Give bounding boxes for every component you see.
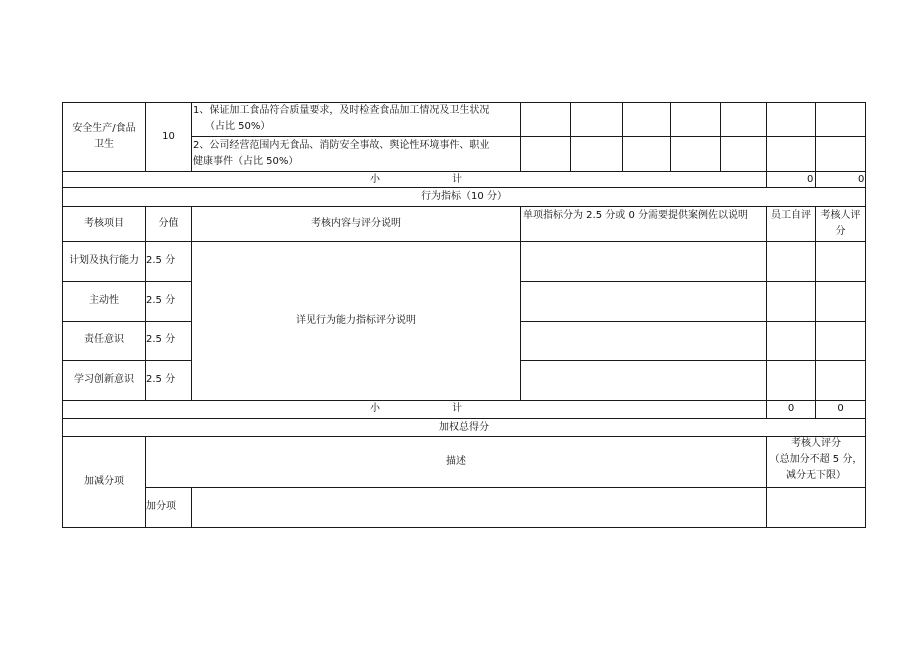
vline: [191, 102, 192, 172]
hline: [62, 418, 866, 419]
vline: [570, 102, 571, 172]
subtotal-label-a: 小: [370, 403, 380, 414]
header-note: 单项指标分为 2.5 分或 0 分需要提供案例佐以说明: [523, 210, 748, 221]
category-label-line1: 安全生产/食品: [72, 123, 136, 134]
hline: [62, 281, 191, 282]
hline: [191, 136, 866, 137]
hline: [62, 360, 191, 361]
vline: [766, 171, 767, 188]
behavior-row-score: 2.5 分: [146, 255, 176, 266]
behavior-row-item: 计划及执行能力: [69, 255, 139, 266]
hline: [145, 487, 866, 488]
vline: [720, 102, 721, 172]
bonus-section-title: 加减分项: [84, 476, 124, 487]
border-right: [865, 102, 866, 528]
vline: [815, 171, 816, 188]
hline: [62, 527, 866, 528]
vline: [191, 206, 192, 401]
category-score: 10: [162, 131, 175, 142]
hline: [62, 321, 191, 322]
bonus-assessor-line2: （总加分不超 5 分，: [769, 454, 863, 465]
vline: [520, 206, 521, 401]
border-left: [62, 102, 63, 528]
header-assessor-line2: 分: [835, 226, 846, 237]
subtotal-self-value: 0: [807, 174, 814, 185]
vline: [766, 206, 767, 401]
behavior-row-item: 学习创新意识: [74, 374, 134, 385]
header-item: 考核项目: [84, 218, 124, 229]
subtotal-label-a: 小: [370, 174, 380, 185]
category-label: [63, 121, 145, 153]
hline: [62, 241, 866, 242]
header-assessor: [816, 208, 865, 240]
vline: [766, 102, 767, 172]
criteria-item-2-line1: 2、公司经营范围内无食品、消防安全事故、舆论性环境事件、职业: [193, 140, 490, 151]
bonus-add-label: 加分项: [146, 501, 176, 512]
behavior-row-score: 2.5 分: [146, 295, 176, 306]
behavior-row-score: 2.5 分: [146, 374, 176, 385]
subtotal-assessor-value: 0: [837, 403, 844, 414]
header-assessor-line1: 考核人评: [820, 210, 861, 221]
bonus-description-header: 描述: [446, 456, 466, 467]
category-label-line2: 卫生: [94, 139, 114, 150]
subtotal-assessor-value: 0: [858, 174, 865, 185]
behavior-content-text: 详见行为能力指标评分说明: [296, 315, 416, 326]
criteria-item-1-line1: 1、保证加工食品符合质量要求，及时检查食品加工情况及卫生状况: [193, 105, 490, 116]
subtotal-self-value: 0: [787, 403, 795, 414]
bonus-assessor-header: [767, 436, 865, 484]
hline: [62, 436, 866, 437]
behavior-row-item: 主动性: [89, 295, 119, 306]
criteria-item-1-line2: （占比 50%）: [205, 121, 271, 132]
header-self: 员工自评: [771, 210, 811, 221]
vline: [622, 102, 623, 172]
vline: [815, 102, 816, 172]
behavior-row-item: 责任意识: [84, 334, 124, 345]
behavior-section-title: 行为指标（10 分）: [421, 191, 507, 202]
vline: [670, 102, 671, 172]
header-content: 考核内容与评分说明: [311, 218, 401, 229]
header-score: 分值: [158, 218, 179, 229]
hline: [62, 400, 866, 401]
hline: [62, 187, 866, 188]
criteria-item-2: [193, 138, 489, 170]
vline: [520, 102, 521, 172]
hline: [62, 171, 866, 172]
vline: [191, 487, 192, 528]
criteria-item-2-line2: 健康事件（占比 50%）: [193, 156, 299, 167]
bonus-assessor-line1: 考核人评分: [791, 438, 841, 449]
subtotal-label-b: 计: [452, 403, 462, 414]
subtotal-label-b: 计: [452, 174, 462, 185]
bonus-assessor-line3: 减分无下限）: [786, 470, 846, 481]
behavior-row-score: 2.5 分: [146, 334, 176, 345]
hline: [62, 206, 866, 207]
weighted-total-label: 加权总得分: [439, 422, 489, 433]
criteria-item-1: [193, 103, 489, 135]
